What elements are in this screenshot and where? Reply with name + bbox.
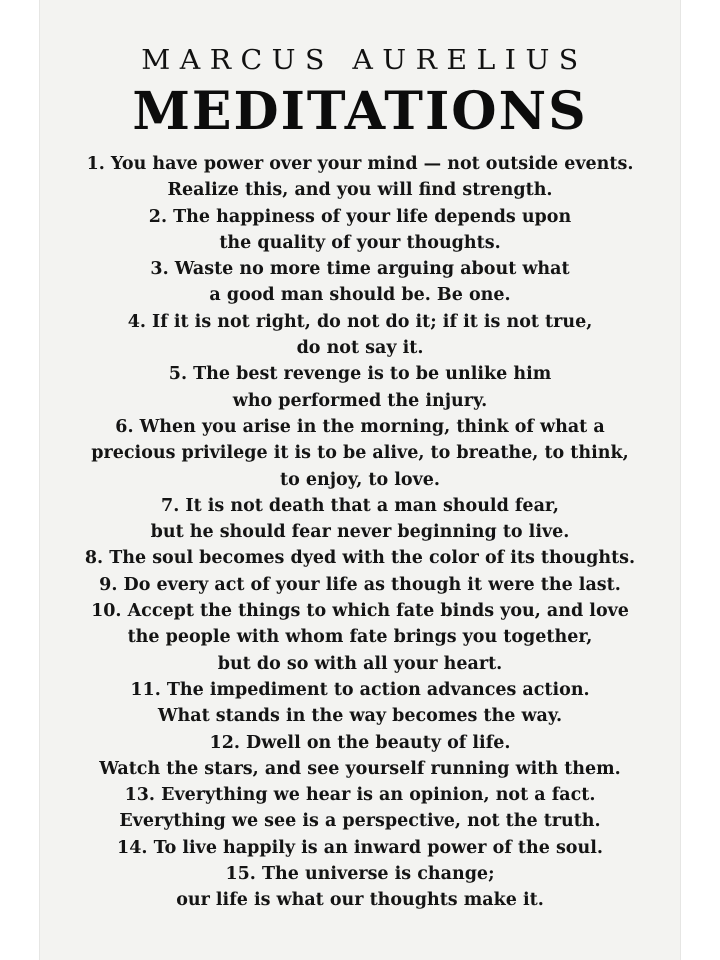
quote-line: 10. Accept the things to which fate binds you, and love xyxy=(91,601,629,622)
quote-line: our life is what our thoughts make it. xyxy=(176,890,544,911)
quote-item xyxy=(40,256,680,309)
quote-item xyxy=(40,730,680,783)
quote-line: 5. The best revenge is to be unlike him xyxy=(168,364,552,385)
quote-item xyxy=(40,204,680,257)
quote-line: 6. When you arise in the morning, think of what a xyxy=(115,416,605,437)
quote-item xyxy=(40,598,680,677)
quote-line: 4. If it is not right, do not do it; if it is not true, xyxy=(127,311,593,332)
quote-line: the quality of your thoughts. xyxy=(219,232,501,253)
quote-item xyxy=(40,545,680,571)
quote-line: 3. Waste no more time arguing about what xyxy=(150,259,570,280)
quote-line: 9. Do every act of your life as though it were the last. xyxy=(99,574,621,595)
quotes-list xyxy=(40,151,680,914)
poster xyxy=(40,0,680,960)
quote-line: Everything we see is a perspective, not the truth. xyxy=(119,811,601,832)
book-title: MEDITATIONS xyxy=(132,81,588,142)
quote-item xyxy=(40,414,680,493)
poster-header xyxy=(40,44,680,140)
quote-line: precious privilege it is to be alive, to breathe, to think, xyxy=(91,443,629,464)
quote-item xyxy=(40,493,680,546)
quote-line: to enjoy, to love. xyxy=(280,469,440,490)
quote-item xyxy=(40,677,680,730)
author-name: MARCUS AURELIUS xyxy=(141,45,588,76)
quote-item xyxy=(40,782,680,835)
quote-line: but he should fear never beginning to live. xyxy=(150,522,570,543)
quote-line: who performed the injury. xyxy=(232,390,488,411)
quote-line: the people with whom fate brings you together, xyxy=(127,627,593,648)
quote-line: 2. The happiness of your life depends upon xyxy=(148,206,572,227)
quote-line: 13. Everything we hear is an opinion, not a fact. xyxy=(124,785,596,806)
quote-line: Watch the stars, and see yourself running with them. xyxy=(99,758,621,779)
quote-item xyxy=(40,309,680,362)
quote-line: but do so with all your heart. xyxy=(217,653,503,674)
quote-item xyxy=(40,361,680,414)
quote-line: Realize this, and you will find strength. xyxy=(167,180,553,201)
quote-item xyxy=(40,151,680,204)
quote-line: What stands in the way becomes the way. xyxy=(157,706,563,727)
quote-item xyxy=(40,835,680,861)
quote-line: do not say it. xyxy=(296,338,424,359)
quote-line: 14. To live happily is an inward power of the soul. xyxy=(117,837,603,858)
quote-line: a good man should be. Be one. xyxy=(209,285,511,306)
quote-item xyxy=(40,572,680,598)
quote-item xyxy=(40,861,680,914)
quote-line: 7. It is not death that a man should fear, xyxy=(161,495,559,516)
quote-line: 8. The soul becomes dyed with the color of its thoughts. xyxy=(84,548,636,569)
quote-line: 11. The impediment to action advances action. xyxy=(130,679,590,700)
quote-line: 15. The universe is change; xyxy=(225,864,495,885)
quote-line: 1. You have power over your mind — not outside events. xyxy=(86,154,634,174)
quote-line: 12. Dwell on the beauty of life. xyxy=(209,732,511,753)
